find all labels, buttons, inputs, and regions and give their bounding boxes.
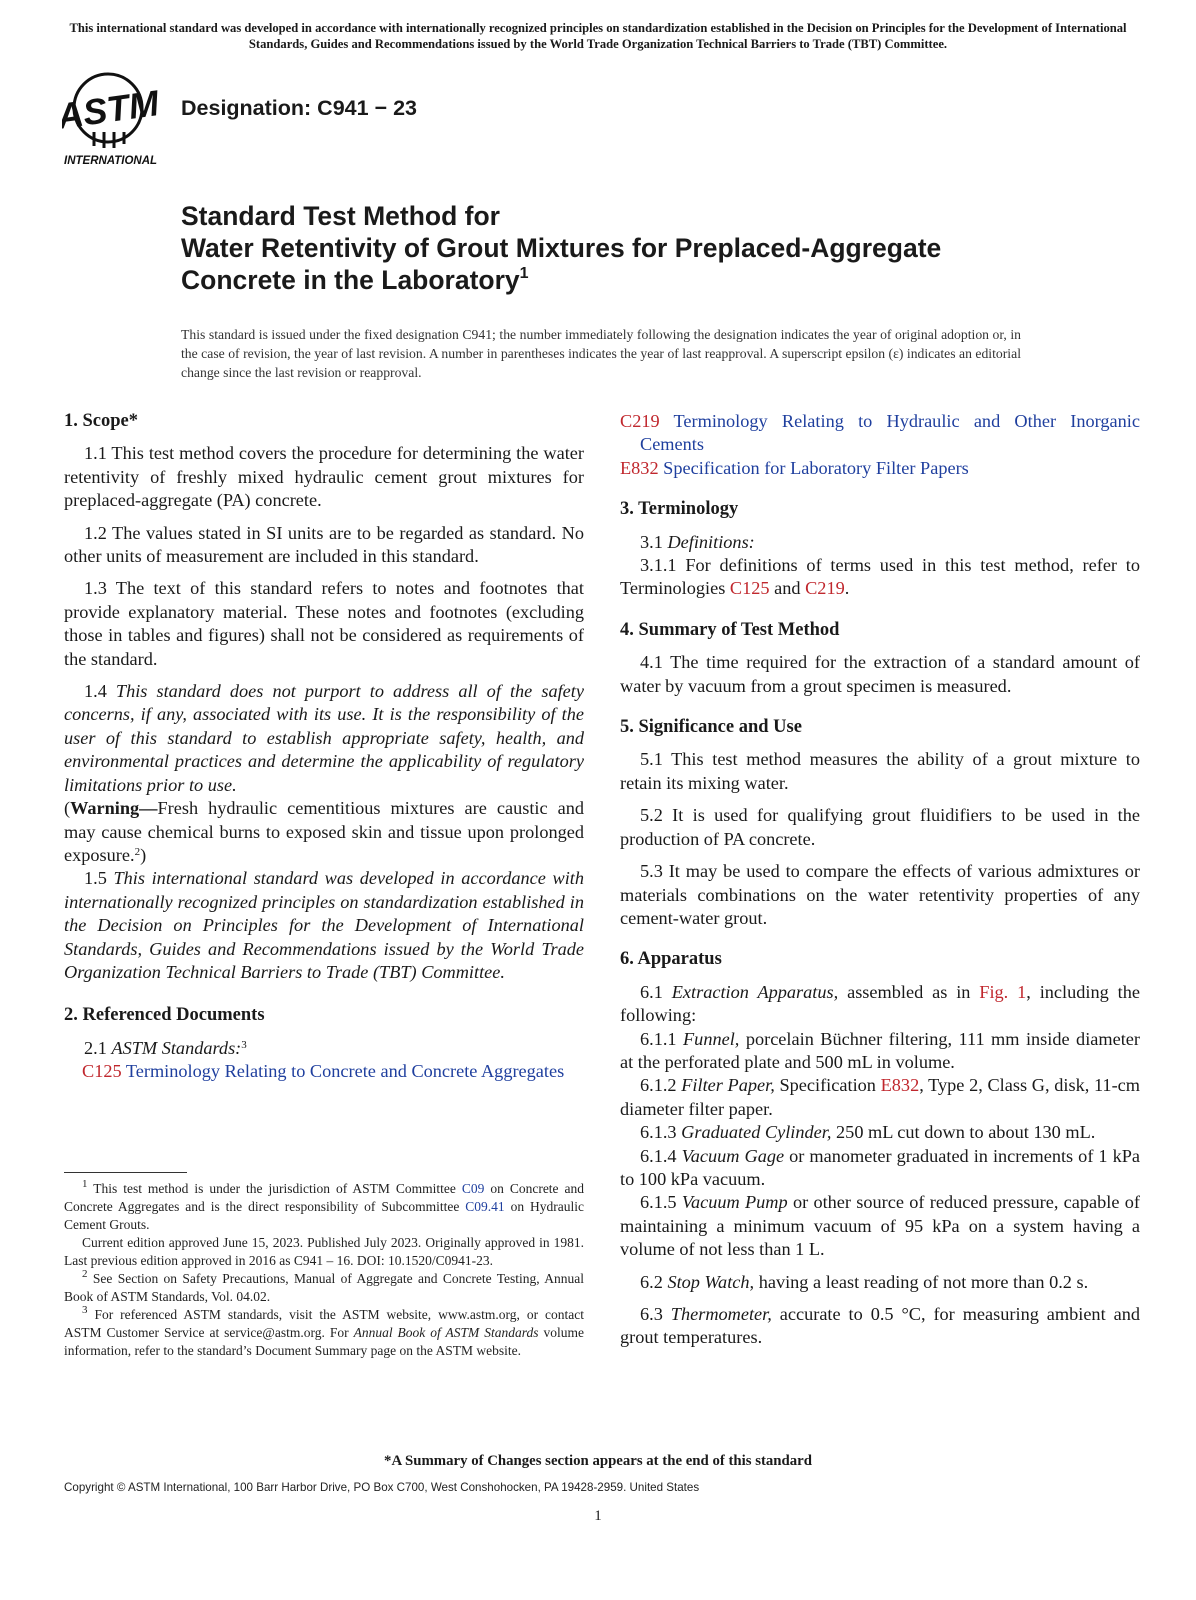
para-3-1-1-end: . [844,578,850,599]
para-6-1-3-num: 6.1.3 [640,1122,677,1143]
footnote-3 [64,1306,584,1360]
para-1-4-num: 1.4 [84,681,107,702]
link-fig-1[interactable]: Fig. 1 [979,981,1027,1002]
link-c125[interactable]: C125 [729,578,770,599]
link-c09[interactable]: C09 [461,1181,485,1196]
footnote-3-italic: Annual Book of ASTM Standards [353,1325,539,1340]
para-6-3-num: 6.3 [640,1304,663,1324]
para-1-4-rest: Fresh hydraulic cementitious mixtures are caustic and may cause chemical burns to exposed skin and tissue upon prolonged exposure. [64,798,584,865]
para-1-4 [64,680,584,867]
summary-of-changes-note: *A Summary of Changes section appears at the end of this standard [384,1453,812,1469]
issue-note: This standard is issued under the fixed designation C941; the number immediately following the designation indicates the year of original adoption or, in the case of revision, the year of last revision. A number in parentheses indicates the year of last reapproval. A superscript epsilon (ε) indicates an editorial change since the last revision or reapproval. [181,327,1021,380]
footnote-3-mark: 3 [82,1304,88,1316]
page-number: 1 [594,1508,602,1524]
footnote-2 [64,1270,584,1306]
para-6-1-3 [620,1121,1140,1144]
link-c09-41[interactable]: C09.41 [465,1199,505,1214]
para-3-1 [620,531,1140,554]
ref-c125[interactable] [82,1060,584,1083]
title-line-3 [181,264,1081,296]
para-6-2-italic: Stop Watch, [667,1271,755,1292]
ref-e832-code[interactable]: E832 [620,457,659,478]
para-1-1: 1.1 This test method covers the procedure for determining the water retentivity of freshly mixed hydraulic cement grout mixtures for preplaced-aggregate (PA) concrete. [64,443,584,511]
para-3-1-1 [620,554,1140,601]
footnote-2-text: See Section on Safety Precautions, Manual of Aggregate and Concrete Testing, Annual Book of ASTM Standards, Vol. 04.02. [64,1271,584,1304]
para-6-1-4 [620,1145,1140,1192]
footnote-1-mark: 1 [82,1178,88,1190]
footnote-2-mark: 2 [82,1268,88,1280]
para-6-1-2-b: , Type 2, Class G, disk, 11-cm diameter filter paper. [620,1075,1140,1119]
para-1-4-open: ( [64,798,71,819]
para-6-1-2 [620,1074,1140,1121]
warning-label: Warning— [70,798,158,819]
ref-c219-code[interactable]: C219 [620,411,660,431]
footnote-1-edition: Current edition approved June 15, 2023. Published July 2023. Originally approved in 1981. Last previous edition approved in 2016 as C941 – 16. DOI: 10.1520/C0941-23. [64,1235,584,1268]
para-2-1-num: 2.1 [84,1037,107,1058]
para-6-1-5-italic: Vacuum Pump [681,1192,788,1213]
para-1-3: 1.3 The text of this standard refers to notes and footnotes that provide explanatory material. These notes and footnotes (excluding those in tables and figures) shall not be considered as requirements of the standard. [64,578,584,669]
para-6-2 [620,1271,1140,1294]
para-6-1-a: assembled as in [847,981,971,1002]
ref-e832-title[interactable]: Specification for Laboratory Filter Papers [663,457,969,478]
section-5-heading: 5. Significance and Use [620,717,802,738]
para-3-1-1-text: 3.1.1 For definitions of terms used in this test method, refer to Terminologies [620,555,1140,599]
para-1-4-close: ) [140,844,147,865]
footnote-ref-3: 3 [241,1038,247,1051]
para-6-1-3-italic: Graduated Cylinder, [681,1122,832,1143]
para-6-1-2-num: 6.1.2 [640,1075,677,1096]
para-1-5 [64,867,584,984]
document-title [181,200,1081,296]
footnote-ref-2: 2 [134,845,141,858]
para-3-1-1-and: and [774,578,801,599]
para-1-5-num: 1.5 [84,868,107,889]
title-line-3-text: Concrete in the Laboratory [181,265,520,295]
para-1-2: 1.2 The values stated in SI units are to be regarded as standard. No other units of measurement are included in this standard. [64,522,584,567]
para-6-1-2-italic: Filter Paper, [681,1075,775,1096]
section-4-heading: 4. Summary of Test Method [620,619,840,640]
para-6-1-b: , including the following: [620,981,1140,1026]
ref-c125-title[interactable]: Terminology Relating to Concrete and Concrete Aggregates [125,1061,565,1082]
ref-e832[interactable] [620,457,1140,480]
ref-c125-code[interactable]: C125 [82,1061,122,1082]
section-3-heading: 3. Terminology [620,499,739,520]
para-6-1-4-italic: Vacuum Gage [681,1145,785,1166]
para-6-1-italic: Extraction Apparatus, [671,981,839,1002]
para-2-1-italic: ASTM Standards: [111,1037,242,1058]
para-6-1 [620,981,1140,1028]
astm-logo-icon [62,70,172,168]
para-6-3-italic: Thermometer, [670,1304,772,1324]
link-c219[interactable]: C219 [805,578,845,599]
copyright: Copyright © ASTM International, 100 Barr Harbor Drive, PO Box C700, West Conshohocken, PA 19428-2959. United States [64,1481,700,1494]
para-6-1-2-a: Specification [779,1075,876,1096]
para-6-1-4-text: or manometer graduated in increments of 1 kPa to 100 kPa vacuum. [620,1145,1141,1189]
right-column [620,410,1140,1350]
para-5-1: 5.1 This test method measures the ability of a grout mixture to retain its mixing water. [620,749,1140,793]
para-6-1-3-text: 250 mL cut down to about 130 mL. [836,1122,1096,1143]
title-footnote-mark: 1 [519,265,529,282]
para-6-1-5-num: 6.1.5 [640,1192,677,1213]
para-5-2: 5.2 It is used for qualifying grout fluidifiers to be used in the production of PA concrete. [620,805,1140,849]
ref-c219-title[interactable]: Terminology Relating to Hydraulic and Other Inorganic Cements [640,411,1140,455]
para-2-1 [64,1037,584,1060]
footnotes [64,1180,584,1360]
section-2-heading: 2. Referenced Documents [64,1005,265,1026]
para-6-1-5-text: or other source of reduced pressure, capable of maintaining a minimum vacuum of 95 kPa on a system having a volume of not less than 1 L. [620,1192,1140,1260]
footnote-3-a: For referenced ASTM standards, visit the ASTM website, www.astm.org, or contact ASTM Customer Service at service@astm.org. For [64,1307,585,1340]
para-6-1-1 [620,1028,1140,1075]
logo-wordmark: ASTM [62,82,162,137]
link-e832[interactable]: E832 [880,1075,920,1096]
title-line-2: Water Retentivity of Grout Mixtures for Preplaced-Aggregate [181,233,942,263]
para-6-2-text: having a least reading of not more than 0.2 s. [758,1271,1089,1292]
footnote-rule [64,1172,187,1173]
designation: Designation: C941 − 23 [181,96,417,120]
para-4-1: 4.1 The time required for the extraction of a standard amount of water by vacuum from a grout specimen is measured. [620,652,1140,696]
footnote-1 [64,1180,584,1234]
para-6-2-num: 6.2 [640,1271,663,1292]
section-6-heading: 6. Apparatus [620,949,722,970]
section-1-heading: 1. Scope* [64,411,138,431]
ref-c219[interactable] [620,410,1140,457]
para-6-1-1-num: 6.1.1 [640,1028,677,1049]
footnote-1-c: on Hydraulic Cement Grouts. [64,1199,585,1232]
tbt-banner: This international standard was developed in accordance with internationally recognized principles on standardization established in the Decision on Principles for the Development of International Standards, Guides and Recommendations issued by the World Trade Organization Technical Barriers to Trade (TBT) Committee. [69,21,1127,51]
para-6-1-1-text: porcelain Büchner filtering, 111 mm inside diameter at the perforated plate and 500 mL in volume. [620,1028,1140,1072]
para-6-1-1-italic: Funnel, [683,1028,740,1049]
para-1-4-italic: This standard does not purport to address all of the safety concerns, if any, associated with its use. It is the responsibility of the user of this standard to establish appropriate safety, health, and environmental practices and determine the applicability of regulatory limitations prior to use. [64,681,584,795]
footnote-1-a: This test method is under the jurisdiction of ASTM Committee [93,1181,456,1196]
footnote-1-b: on Concrete and Concrete Aggregates and is the direct responsibility of Subcommittee [64,1181,585,1214]
para-5-3: 5.3 It may be used to compare the effects of various admixtures or materials combinations on the water retentivity properties of any cement-water grout. [620,861,1140,928]
para-6-3 [620,1303,1140,1350]
astm-logo [62,70,172,168]
logo-org: INTERNATIONAL [64,155,158,167]
para-6-1-4-num: 6.1.4 [640,1145,677,1166]
para-1-5-italic: This international standard was developed in accordance with internationally recognized principles on standardization established in the Decision on Principles for the Development of International Standards, Guides and Recommendations issued by the World Trade Organization Technical Barriers to Trade (TBT) Committee. [64,868,584,982]
para-6-1-5 [620,1191,1140,1261]
para-3-1-italic: Definitions: [667,531,755,552]
para-6-1-num: 6.1 [640,981,663,1002]
left-column [64,410,584,1084]
title-line-1: Standard Test Method for [181,201,500,231]
para-3-1-num: 3.1 [640,531,663,552]
para-6-3-text: accurate to 0.5 °C, for measuring ambient and grout temperatures. [620,1304,1140,1348]
footnote-3-b: volume information, refer to the standard’s Document Summary page on the ASTM website. [64,1325,585,1358]
